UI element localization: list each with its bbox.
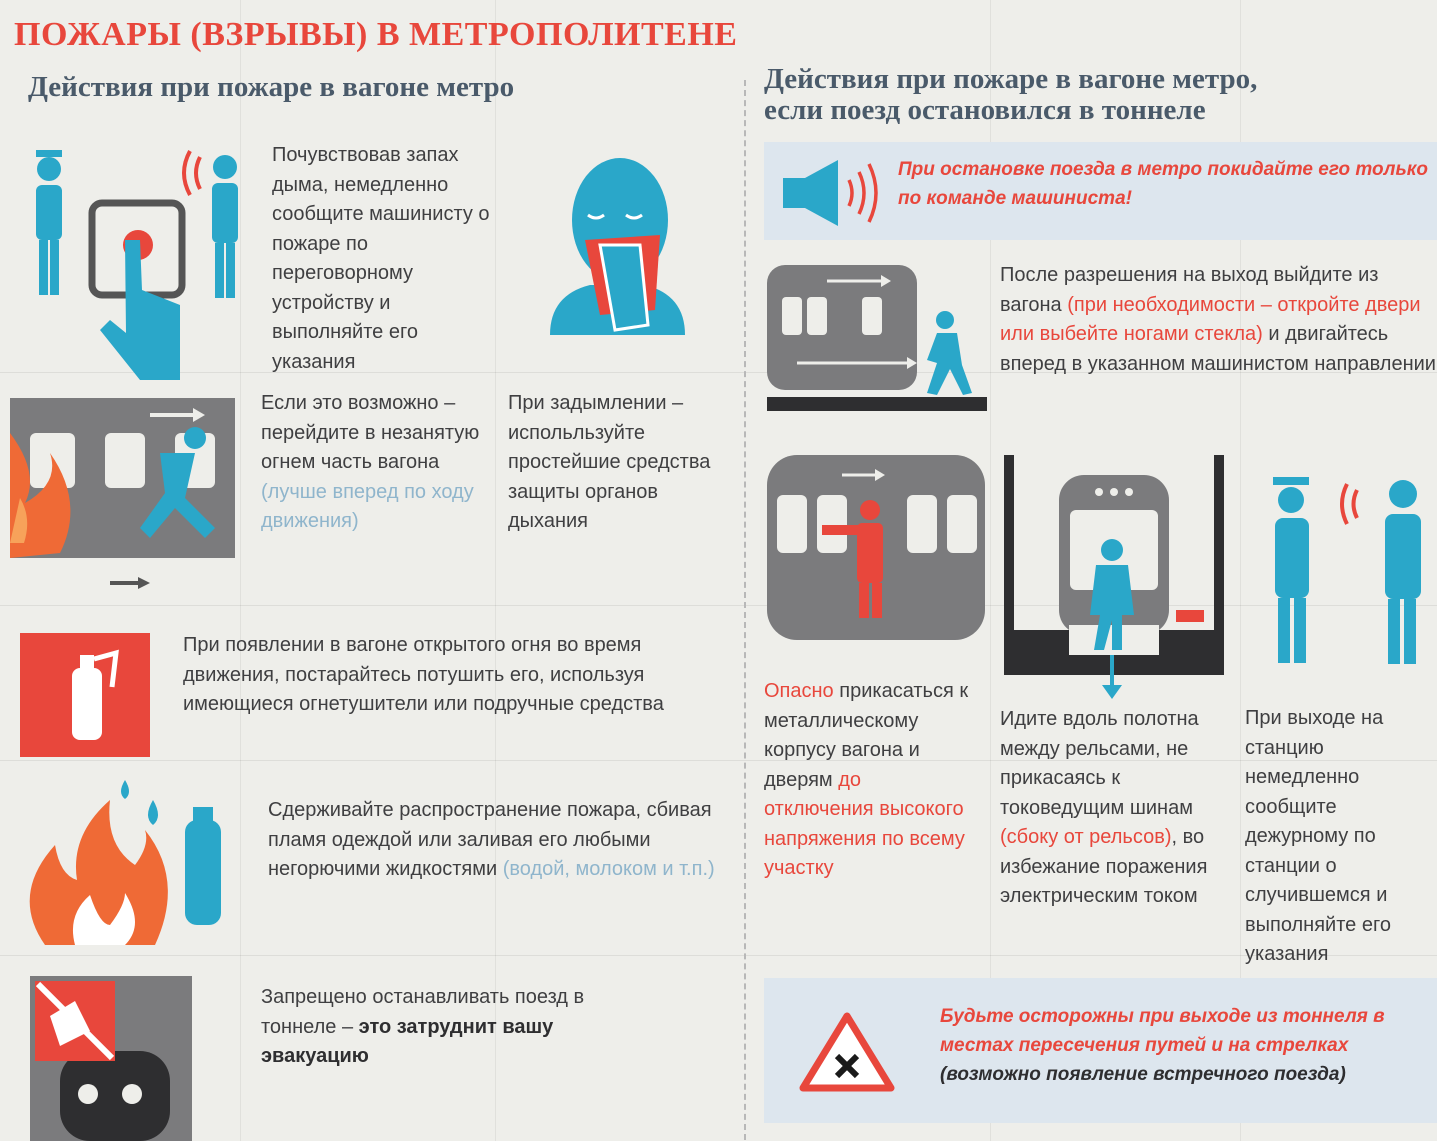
- exit-train-icon: [767, 265, 989, 415]
- left-step5-main: Сдерживайте распространение пожара, сбивая пламя одеждой или заливая его любыми негорючими жидкостями: [268, 799, 712, 880]
- left-step6-bold: это затруднит вашу эвакуацию: [261, 1015, 554, 1067]
- left-step1-text: Почувствовав запах дыма, немедленно сообщите машинисту о пожаре по переговорному устройству и выполняйте его указания: [272, 144, 490, 373]
- right-step1-c: и двигайтесь вперед в указанном машинистом направлении: [1000, 323, 1436, 375]
- center-fold-divider: [744, 80, 746, 1140]
- walk-between-rails-icon: [1004, 455, 1226, 705]
- left-step2-text: [261, 389, 491, 537]
- right-step2-a: прикасаться к металлическому корпусу вагона и дверям: [764, 680, 969, 791]
- right-section-title-line2: если поезд остановился в тоннеле: [764, 94, 1206, 126]
- right-step2-red2: до отключения высокого напряжения по всему участку: [764, 768, 965, 879]
- left-step6-text: [261, 983, 641, 1072]
- warning-bottom-text: [940, 1002, 1437, 1089]
- right-step3-text: [1000, 705, 1230, 912]
- left-step2-note: (лучше вперед по ходу движения): [261, 480, 474, 532]
- right-step3-b: (сбоку от рельсов): [1000, 826, 1172, 848]
- right-step1-text: [1000, 261, 1437, 379]
- station-attendant-icon: [1265, 472, 1437, 672]
- left-section-title: Действия при пожаре в вагоне метро: [28, 71, 515, 103]
- right-step2-text: [764, 677, 976, 884]
- fire-extinguisher-icon: [20, 633, 152, 758]
- right-step4-text: При выходе на станцию немедленно сообщите дежурному по станции о случившемся и выполняйте его указания: [1245, 707, 1391, 965]
- left-step2-main: Если это возможно – перейдите в незанятую огнем часть вагона: [261, 392, 480, 473]
- no-stop-in-tunnel-icon: [30, 976, 195, 1141]
- left-step3-text: При задымлении – испольльзуйте простейшие средства защиты органов дыхания: [508, 392, 711, 532]
- warning-bottom-red: Будьте осторожны при выходе из тоннеля в местах пересечения путей и на стрелках: [940, 1006, 1385, 1056]
- intercom-icon: [30, 145, 250, 380]
- fire-water-icon: [15, 775, 230, 955]
- right-section-title-line1: Действия при пожаре в вагоне метро,: [764, 63, 1258, 95]
- left-step6-main: Запрещено останавливать поезд в тоннеле –: [261, 986, 585, 1038]
- page-title: ПОЖАРЫ (ВЗРЫВЫ) В МЕТРОПОЛИТЕНЕ: [14, 16, 738, 53]
- right-step2-red1: Опасно: [764, 680, 834, 702]
- face-mask-icon: [530, 145, 705, 335]
- no-touch-car-icon: [767, 455, 989, 645]
- warning-crossing-icon: [800, 1012, 895, 1092]
- left-step5-text: [268, 796, 728, 885]
- loudspeaker-icon: [783, 158, 883, 228]
- left-step5-note: (водой, молоком и т.п.): [502, 858, 715, 880]
- warning-top-text: При остановке поезда в метро покидайте его только по команде машиниста!: [898, 159, 1428, 209]
- right-step3-c: , во избежание поражения электрическим током: [1000, 826, 1208, 907]
- right-step3-a: Идите вдоль полотна между рельсами, не прикасаясь к токоведущим шинам: [1000, 708, 1199, 819]
- right-step1-b: (при необходимости – откройте двери или выбейте ногами стекла): [1000, 293, 1421, 345]
- running-in-car-icon: [10, 393, 238, 593]
- right-step1-a: После разрешения на выход выйдите из вагона: [1000, 264, 1379, 316]
- warning-bottom-dark: (возможно появление встречного поезда): [940, 1064, 1346, 1085]
- left-step4-text: При появлении в вагоне открытого огня во время движения, постарайтесь потушить его, используя имеющиеся огнетушители или подручные средства: [183, 634, 664, 715]
